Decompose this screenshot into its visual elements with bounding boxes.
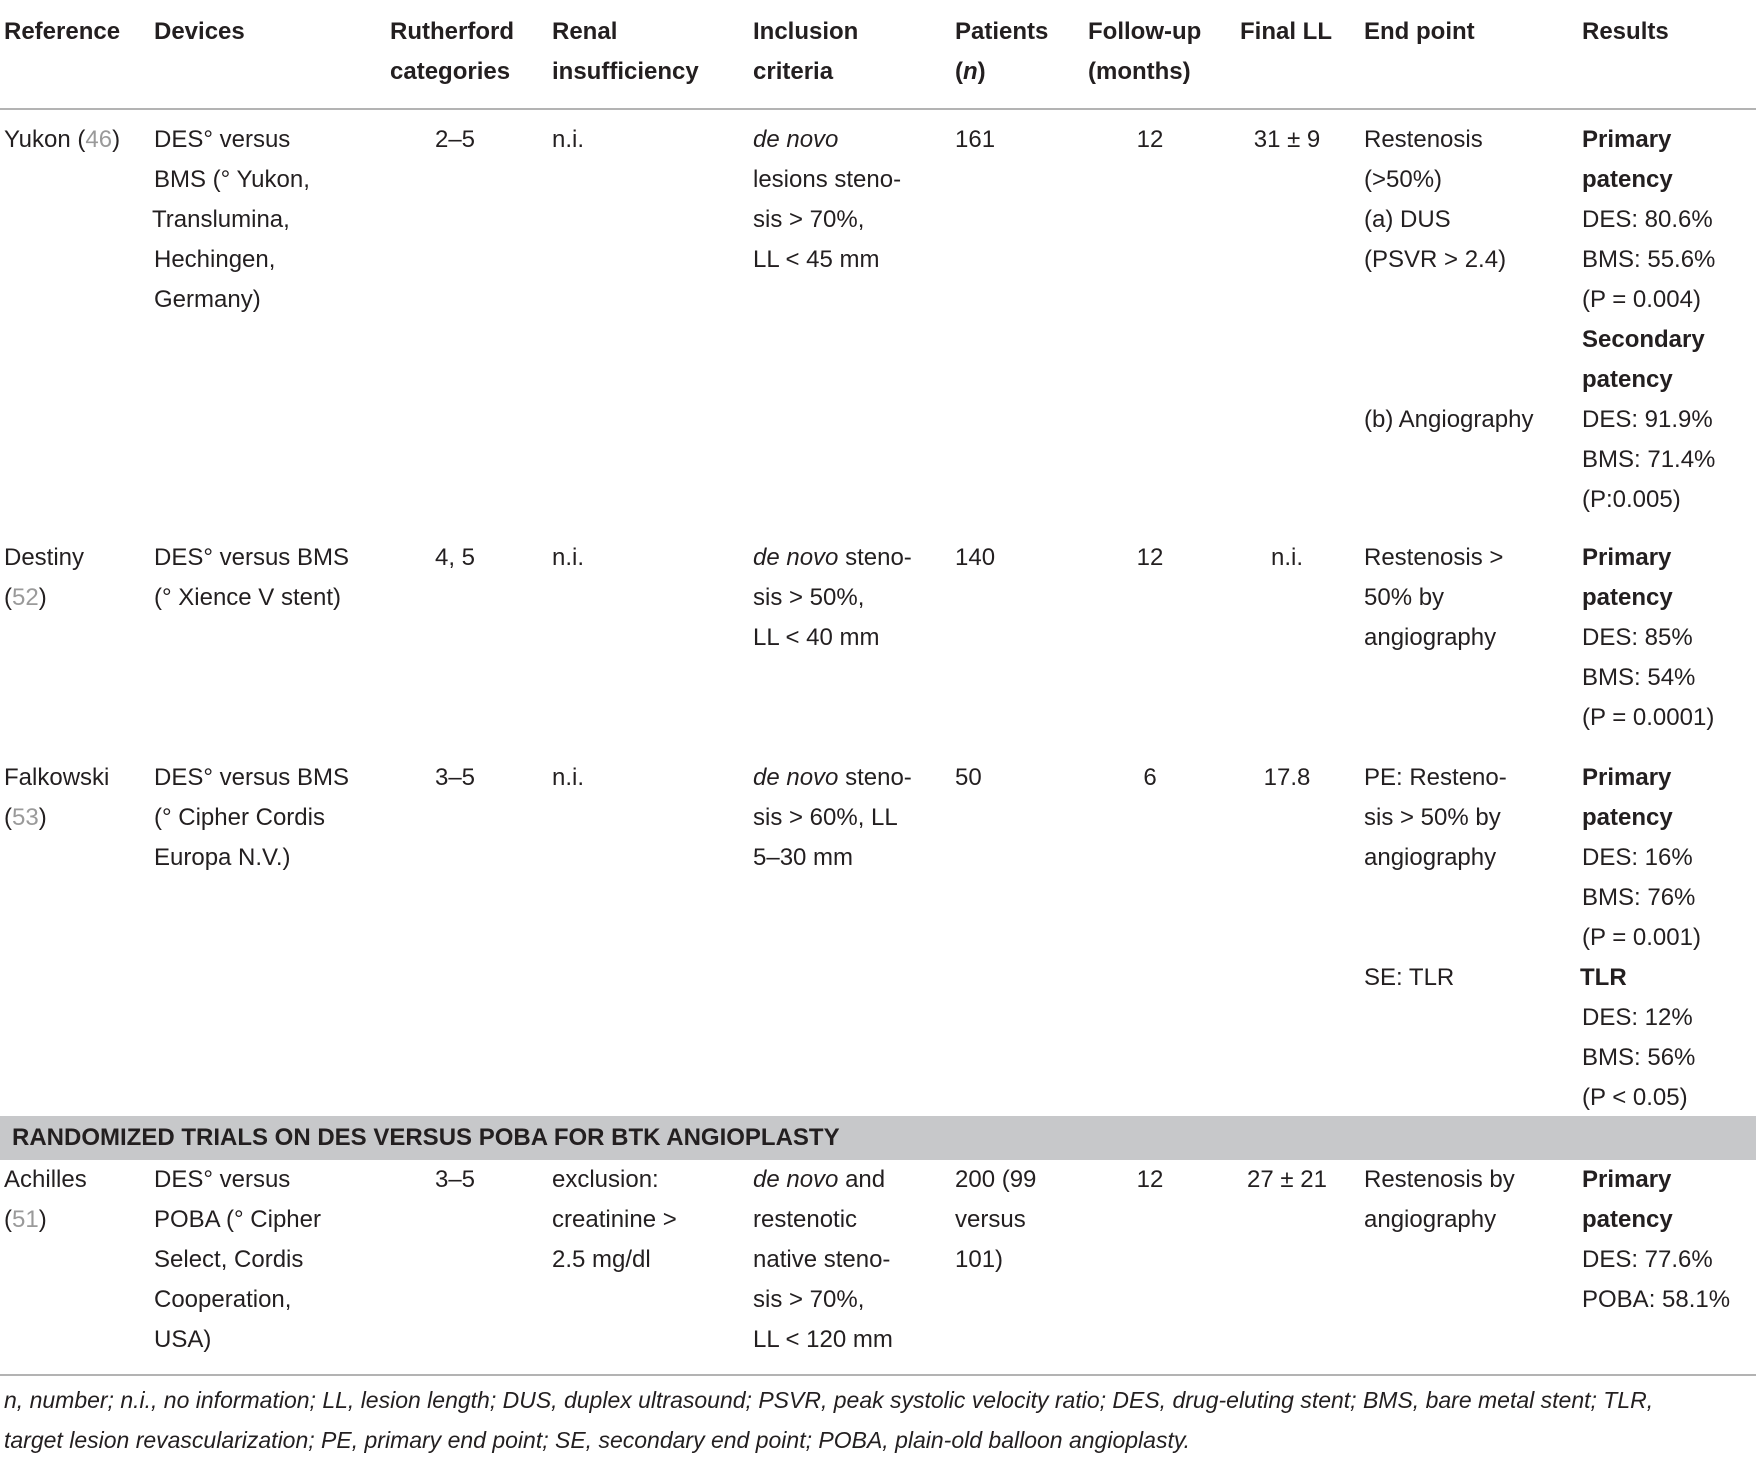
renal-line: exclusion: — [552, 1166, 659, 1193]
end-point-line: SE: TLR — [1364, 964, 1455, 991]
inclusion-line: sis > 70%, — [753, 206, 865, 233]
result-heading: patency — [1582, 584, 1673, 611]
header-reference: Reference — [4, 18, 121, 45]
header-patients-2: (n) — [955, 58, 986, 85]
patients-line: 101) — [955, 1246, 1004, 1273]
result-heading: patency — [1582, 366, 1673, 393]
footnote-line: n, number; n.i., no information; LL, lesion length; DUS, duplex ultrasound; PSVR, peak systolic velocity ratio; DES, drug-eluting stent; BMS, bare metal stent; TLR, — [4, 1387, 1654, 1413]
inclusion-line: LL < 45 mm — [753, 246, 880, 273]
end-point-line: (a) DUS — [1364, 206, 1451, 233]
citation-link[interactable]: 53 — [12, 804, 39, 831]
result-value: DES: 85% — [1582, 624, 1693, 651]
devices-line: Cooperation, — [154, 1286, 292, 1313]
header-followup-2: (months) — [1088, 58, 1191, 85]
end-point-line: PE: Resteno- — [1364, 764, 1507, 791]
devices-line: Europa N.V.) — [154, 844, 291, 871]
devices-line: (° Xience V stent) — [154, 584, 342, 611]
inclusion-line: LL < 120 mm — [753, 1326, 893, 1353]
devices-line: Hechingen, — [154, 246, 276, 273]
inclusion-line: de novo — [753, 126, 839, 153]
header-devices: Devices — [154, 18, 245, 45]
end-point-line: 50% by — [1364, 584, 1445, 611]
rutherford-cell: 3–5 — [434, 1166, 476, 1193]
result-value: BMS: 76% — [1582, 884, 1696, 911]
inclusion-line: de novo steno- — [753, 764, 912, 791]
inclusion-line: de novo and — [753, 1166, 886, 1193]
reference-cell: Achilles — [4, 1166, 87, 1193]
renal-cell: n.i. — [552, 126, 585, 153]
header-rutherford-2: categories — [390, 58, 511, 85]
inclusion-line: lesions steno- — [753, 166, 902, 193]
devices-line: (° Cipher Cordis — [154, 804, 325, 831]
result-heading: Primary — [1582, 764, 1672, 791]
rutherford-cell: 3–5 — [434, 764, 476, 791]
patients-cell: 140 — [955, 544, 996, 571]
result-value: BMS: 56% — [1582, 1044, 1696, 1071]
header-renal-1: Renal — [552, 18, 618, 45]
renal-cell: n.i. — [552, 764, 585, 791]
result-heading: TLR — [1580, 964, 1627, 991]
devices-line: BMS (° Yukon, — [154, 166, 310, 193]
end-point-line: (PSVR > 2.4) — [1364, 246, 1507, 273]
devices-line: DES° versus — [154, 126, 291, 153]
citation-link[interactable]: 52 — [12, 584, 39, 611]
reference-cell: Destiny — [4, 544, 85, 571]
inclusion-line: LL < 40 mm — [753, 624, 880, 651]
reference-cell: Yukon (46) — [4, 126, 121, 153]
header-rutherford-1: Rutherford — [390, 18, 514, 45]
end-point-line: angiography — [1364, 844, 1497, 871]
header-rule — [0, 108, 1756, 110]
result-value: BMS: 55.6% — [1582, 246, 1716, 273]
inclusion-line: native steno- — [753, 1246, 891, 1273]
inclusion-line: sis > 50%, — [753, 584, 865, 611]
result-value: BMS: 71.4% — [1582, 446, 1716, 473]
end-point-line: sis > 50% by — [1364, 804, 1501, 831]
end-point-line: (>50%) — [1364, 166, 1443, 193]
devices-line: POBA (° Cipher — [154, 1206, 321, 1233]
result-heading: patency — [1582, 804, 1673, 831]
renal-line: 2.5 mg/dl — [552, 1246, 651, 1273]
header-patients-1: Patients — [955, 18, 1049, 45]
followup-cell: 12 — [1136, 126, 1164, 153]
result-heading: patency — [1582, 1206, 1673, 1233]
result-p-value: (P:0.005) — [1582, 486, 1681, 513]
devices-line: DES° versus — [154, 1166, 291, 1193]
rutherford-cell: 4, 5 — [434, 544, 476, 571]
result-heading: Secondary — [1582, 326, 1705, 353]
citation-link[interactable]: 51 — [12, 1206, 39, 1233]
section-band — [0, 1116, 1756, 1160]
end-point-line: angiography — [1364, 1206, 1497, 1233]
inclusion-line: sis > 60%, LL — [753, 804, 898, 831]
followup-cell: 12 — [1136, 1166, 1164, 1193]
header-inclusion-1: Inclusion — [753, 18, 859, 45]
header-inclusion-2: criteria — [753, 58, 834, 85]
patients-cell: 161 — [955, 126, 996, 153]
devices-line: Germany) — [154, 286, 261, 313]
patients-line: 200 (99 — [955, 1166, 1037, 1193]
followup-cell: 12 — [1136, 544, 1164, 571]
footnote-line: target lesion revascularization; PE, primary end point; SE, secondary end point; POBA, plain-old balloon angioplasty. — [4, 1427, 1191, 1453]
result-heading: Primary — [1582, 544, 1672, 571]
inclusion-line: sis > 70%, — [753, 1286, 865, 1313]
result-p-value: (P < 0.05) — [1582, 1084, 1688, 1111]
devices-line: USA) — [154, 1326, 212, 1353]
final-ll-cell: 17.8 — [1263, 764, 1311, 791]
end-point-line: angiography — [1364, 624, 1497, 651]
patients-line: versus — [955, 1206, 1026, 1233]
reference-citation: (52) — [4, 584, 47, 611]
result-value: DES: 80.6% — [1582, 206, 1713, 233]
result-p-value: (P = 0.004) — [1582, 286, 1701, 313]
followup-cell: 6 — [1143, 764, 1157, 791]
header-renal-2: insufficiency — [552, 58, 699, 85]
patients-cell: 50 — [955, 764, 982, 791]
result-value: DES: 91.9% — [1582, 406, 1713, 433]
devices-line: DES° versus BMS — [154, 544, 349, 571]
result-value: DES: 12% — [1582, 1004, 1693, 1031]
result-p-value: (P = 0.001) — [1582, 924, 1701, 951]
section-title: RANDOMIZED TRIALS ON DES VERSUS POBA FOR BTK ANGIOPLASTY — [12, 1124, 840, 1151]
end-point-line: Restenosis > — [1364, 544, 1504, 571]
rutherford-cell: 2–5 — [434, 126, 476, 153]
renal-cell: n.i. — [552, 544, 585, 571]
reference-cell: Falkowski — [4, 764, 110, 791]
inclusion-line: de novo steno- — [753, 544, 912, 571]
end-point-line: (b) Angiography — [1364, 406, 1534, 433]
result-value: DES: 77.6% — [1582, 1246, 1713, 1273]
final-ll-cell: 27 ± 21 — [1247, 1166, 1327, 1193]
inclusion-line: restenotic — [753, 1206, 858, 1233]
header-final-ll: Final LL — [1240, 18, 1332, 45]
renal-line: creatinine > — [552, 1206, 677, 1233]
end-point-line: Restenosis by — [1364, 1166, 1515, 1193]
final-ll-cell: 31 ± 9 — [1253, 126, 1321, 153]
header-end-point: End point — [1364, 18, 1475, 45]
result-value: DES: 16% — [1582, 844, 1693, 871]
citation-link[interactable]: 46 — [85, 126, 113, 153]
final-ll-cell: n.i. — [1270, 544, 1303, 571]
result-p-value: (P = 0.0001) — [1582, 704, 1715, 731]
result-heading: patency — [1582, 166, 1673, 193]
inclusion-line: 5–30 mm — [753, 844, 854, 871]
end-point-line: Restenosis — [1364, 126, 1483, 153]
devices-line: Select, Cordis — [154, 1246, 304, 1273]
result-heading: Primary — [1582, 126, 1672, 153]
footer-rule — [0, 1374, 1756, 1376]
result-value: POBA: 58.1% — [1582, 1286, 1731, 1313]
reference-citation: (51) — [4, 1206, 47, 1233]
devices-line: Translumina, — [152, 206, 290, 233]
devices-line: DES° versus BMS — [154, 764, 349, 791]
result-heading: Primary — [1582, 1166, 1672, 1193]
header-results: Results — [1582, 18, 1669, 45]
header-followup-1: Follow-up — [1088, 18, 1202, 45]
result-value: BMS: 54% — [1582, 664, 1696, 691]
reference-citation: (53) — [4, 804, 47, 831]
